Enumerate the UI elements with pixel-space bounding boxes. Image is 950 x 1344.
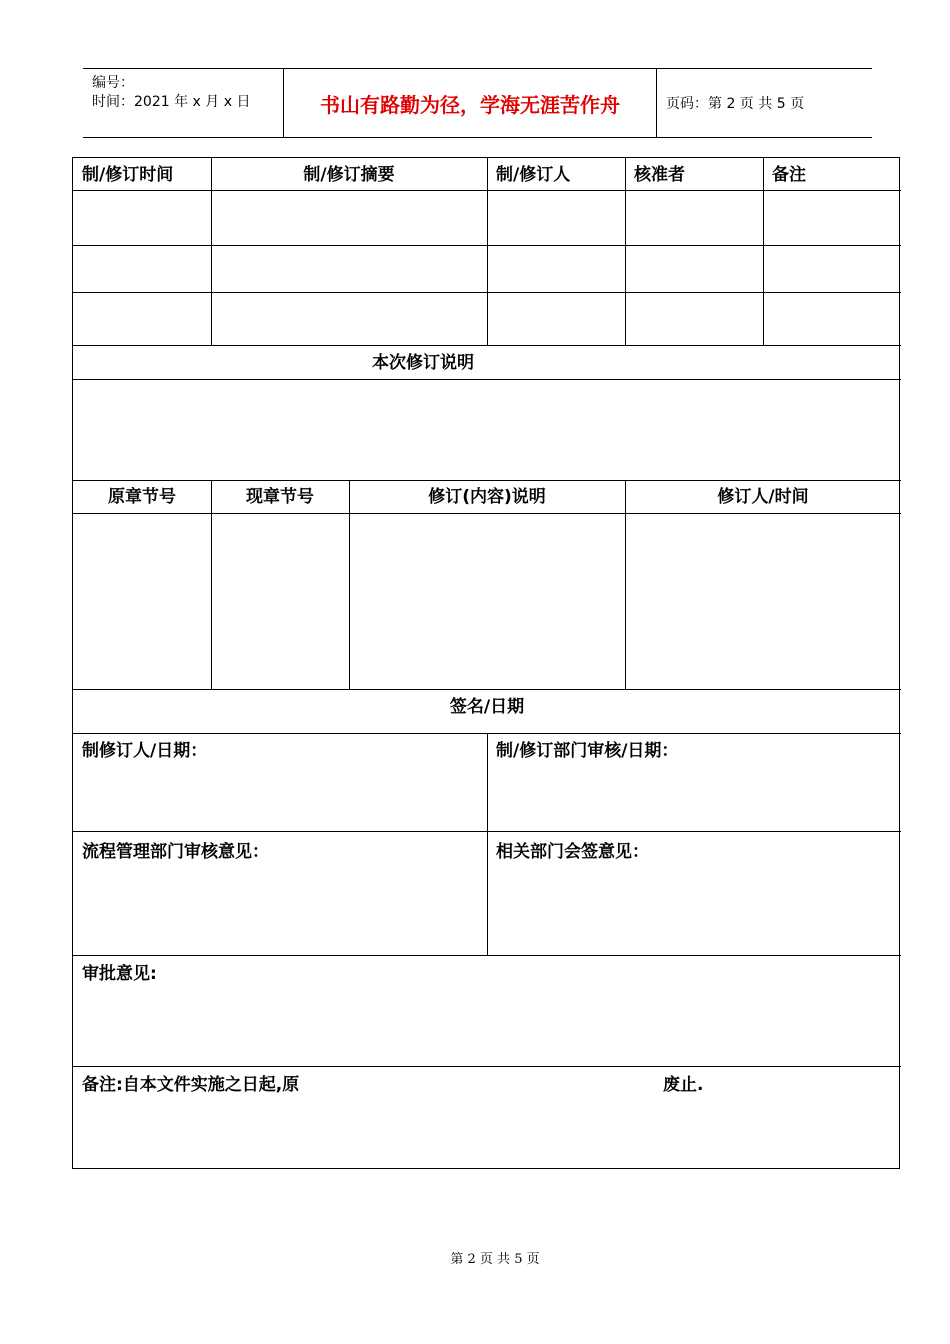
signature-section-title: 签名/日期 [449,697,525,717]
column-divider [625,480,626,689]
column-divider [487,158,488,345]
process-mgmt-label: 流程管理部门审核意见： [82,842,269,862]
header-meta [83,69,283,137]
remark-text: 备注:自本文件实施之日起,原 [82,1075,300,1095]
row-divider [73,345,901,346]
document-time-label: 时间：2021 年 x 月 x 日 [92,94,251,110]
row-divider [73,955,901,956]
document-number-label: 编号： [92,75,134,91]
column-divider [349,480,350,689]
header-motto: 书山有路勤为径，学海无涯苦作舟 [320,92,620,117]
column-divider [487,733,488,955]
revision-form [72,157,900,1169]
revision-note-title: 本次修订说明 [372,353,474,373]
header-reviser: 制/修订人 [496,165,571,185]
related-dept-label: 相关部门会签意见： [496,842,649,862]
header-revision-time: 制/修订时间 [82,165,174,185]
row-divider [73,1066,901,1067]
row-divider [73,689,901,690]
column-divider [211,158,212,345]
header-revision-summary: 制/修订摘要 [303,165,395,185]
row-divider [73,513,901,514]
column-divider [763,158,764,345]
header-reviser-time: 修订人/时间 [717,487,809,507]
header-divider [656,69,657,137]
header-page-number: 页码：第 2 页 共 5 页 [666,96,805,112]
revision-note-body[interactable] [73,380,901,480]
header-current-chapter: 现章节号 [246,487,314,507]
header-revision-content: 修订(内容)说明 [428,487,546,507]
remark-tail: 废止. [663,1075,704,1095]
column-divider [211,480,212,689]
column-divider [625,158,626,345]
author-date-label: 制修订人/日期： [82,741,208,761]
document-header [83,68,872,138]
dept-review-label: 制/修订部门审核/日期： [496,741,679,761]
header-remarks: 备注 [772,165,806,185]
page-footer: 第 2 页 共 5 页 [450,1252,540,1267]
header-approver: 核准者 [634,165,685,185]
row-divider [73,480,901,481]
header-original-chapter: 原章节号 [108,487,176,507]
approval-label: 审批意见: [82,964,157,984]
